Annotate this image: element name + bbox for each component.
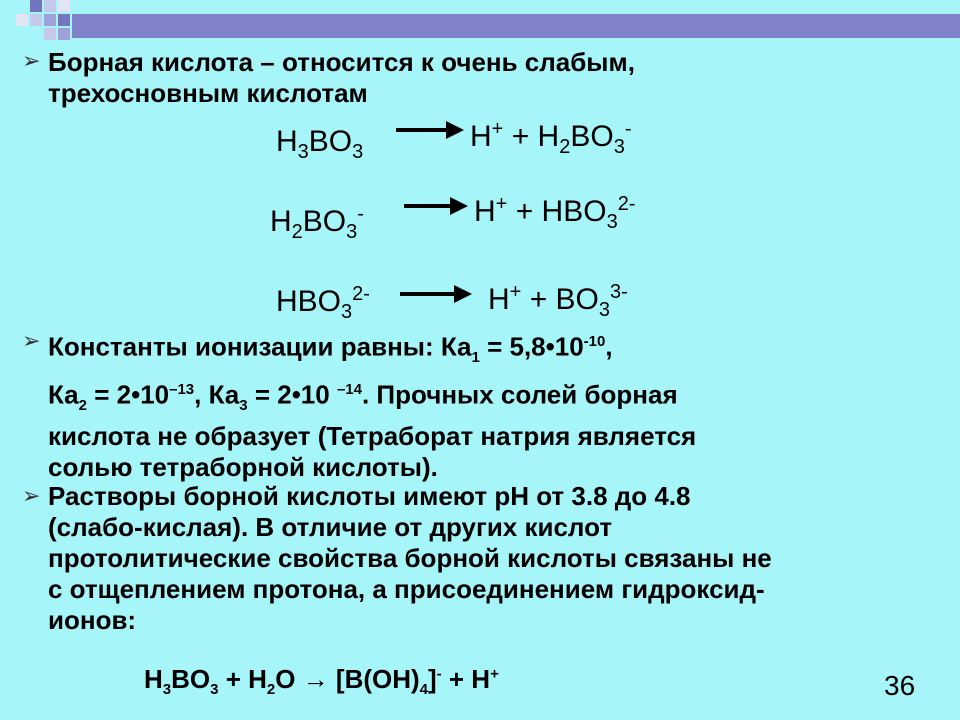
final-equation: $H_3BO_3 + H_2O \to [B(OH)_4]^- + H^+$: [144, 664, 499, 699]
bullet-1-text: [48, 47, 635, 109]
equation-1-left: $H_3BO_3$: [276, 125, 364, 163]
equation-3-right: $H^+ + BO_3^{3-}$: [488, 281, 628, 321]
title-band: [72, 14, 960, 38]
title-decoration-bar: [0, 0, 960, 50]
arrowhead-bullet-icon: ➢: [22, 328, 41, 353]
deco-square: [58, 28, 70, 40]
equation-2-right: $H^+ + HBO_3^{2-}$: [474, 193, 636, 233]
deco-square: [16, 14, 28, 26]
bullet-2-line-1: Константы ионизации равны: $Ка_1$ = $5,8•10^{-10}$,: [48, 331, 613, 366]
equation-3-left: $HBO_3^{2-}$: [276, 283, 370, 323]
deco-square: [58, 0, 70, 12]
bullet-2-continuation: $Ка_2$ = $2•10^{-13}$, $Ка_3$ = 2•10 $^{-14}$. Прочных солей борная кислота не образует (Тетраборат натрия является солью тетраборной кислоты).: [48, 379, 697, 482]
deco-square: [44, 0, 56, 12]
equation-2-left: $H_2BO_3^-$: [270, 203, 364, 243]
bullet-1-line-2: трехосновным кислотам: [48, 78, 368, 108]
bullet-3-text: Растворы борной кислоты имеют pH от 3.8 до 4.8 (слабо-кислая). В отличие от других кислот протолитические свойства борной кислоты связаны не с отщеплением протона, а присоединением гидроксид- ионов:: [48, 481, 772, 635]
deco-square: [58, 14, 70, 26]
arrowhead-bullet-icon: ➢: [22, 48, 41, 73]
deco-square: [44, 14, 56, 26]
deco-square: [44, 28, 56, 40]
equation-1-right: $H^+ + H_2BO_3^-$: [470, 118, 632, 158]
bullet-1-line-1: Борная кислота – относится к очень слабым,: [48, 47, 635, 77]
equation-1-arrow-icon: [396, 128, 448, 132]
arrowhead-bullet-icon: ➢: [22, 483, 41, 508]
equation-2-arrow-icon: [404, 204, 452, 208]
page-number: 36: [884, 670, 916, 701]
deco-square: [30, 0, 42, 12]
deco-square: [30, 14, 42, 26]
equation-3-arrow-icon: [400, 292, 456, 296]
